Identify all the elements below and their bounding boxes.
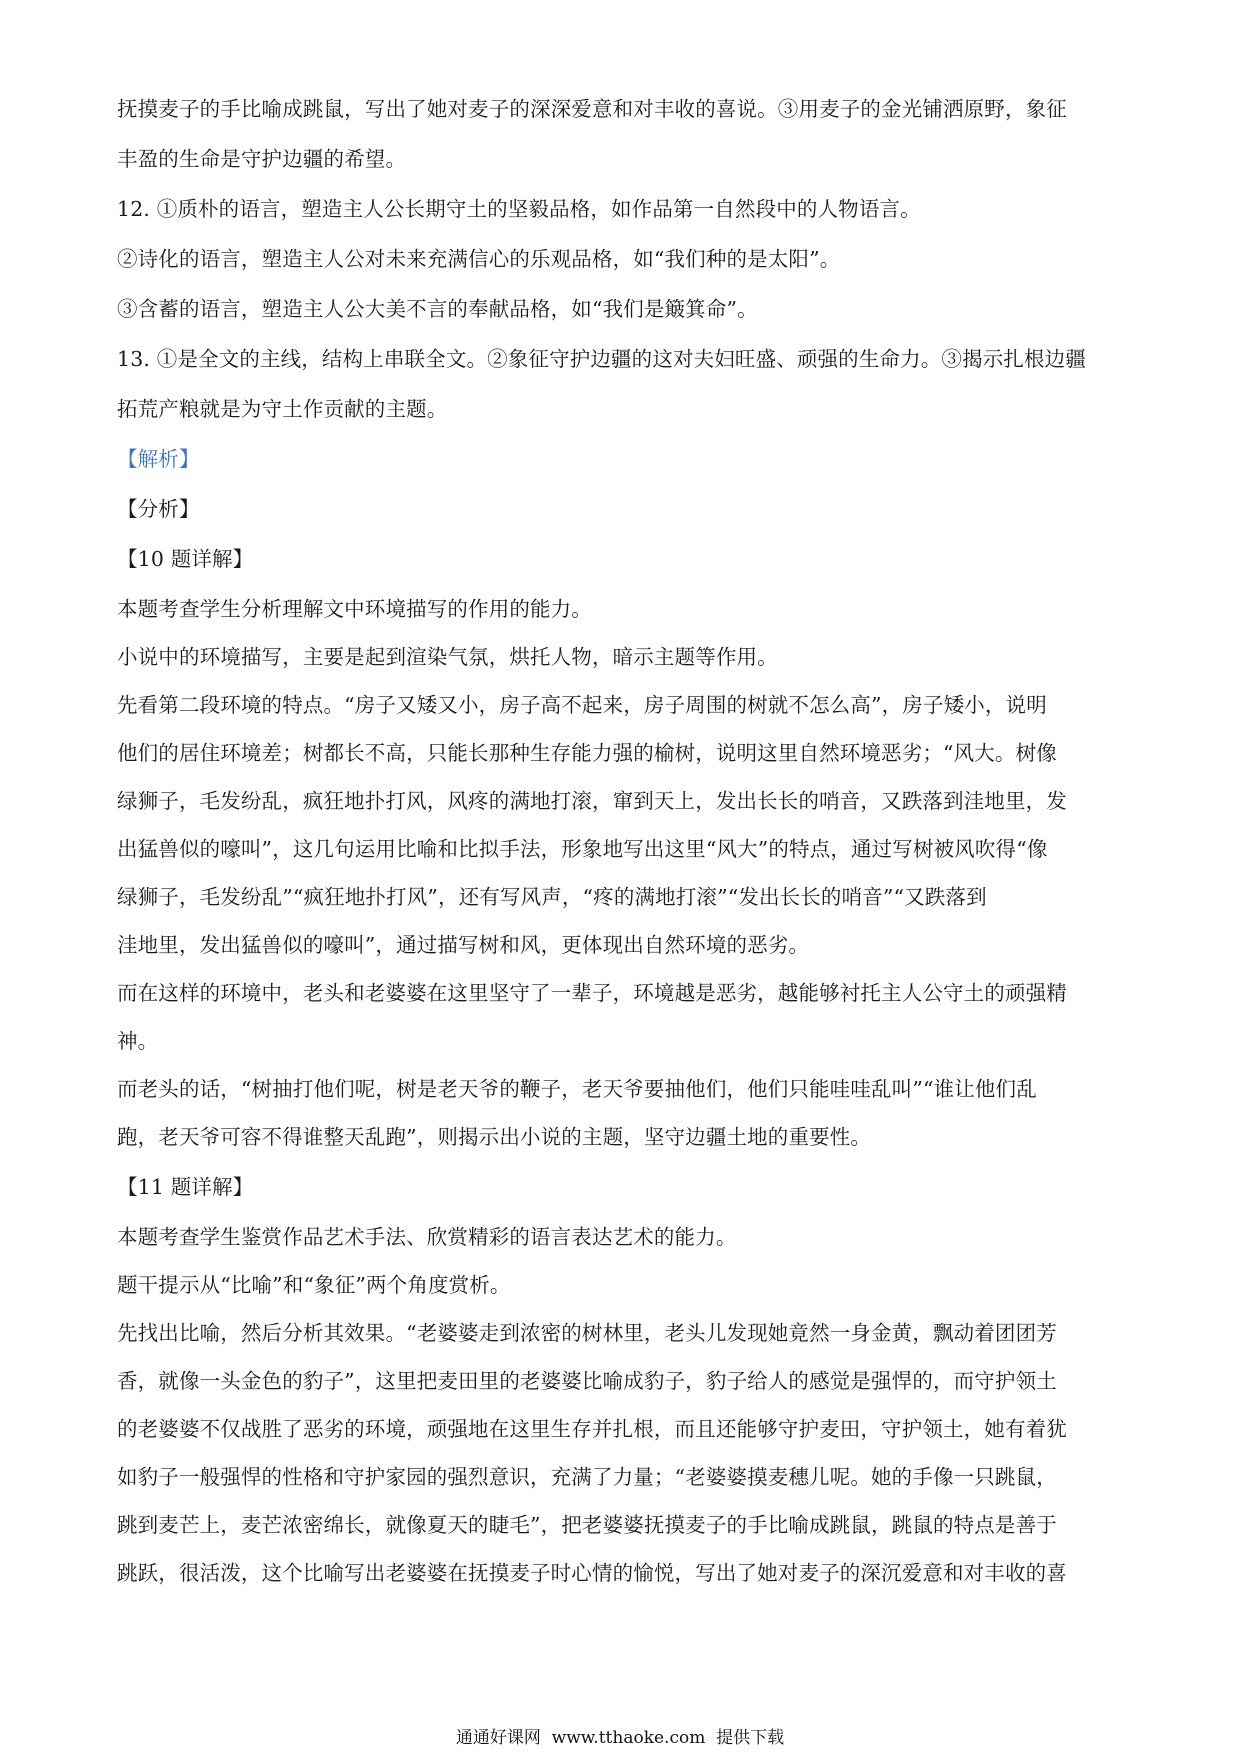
page-footer: 通通好课网 www.tthaoke.com 提供下载	[455, 1728, 785, 1748]
text-line: 小说中的环境描写，主要是起到渲染气氛，烘托人物，暗示主题等作用。	[117, 645, 778, 669]
text-line: 他们的居住环境差；树都长不高，只能长那种生存能力强的榆树，说明这里自然环境恶劣；“风大。树像	[117, 741, 1057, 765]
text-line: 本题考查学生分析理解文中环境描写的作用的能力。	[117, 597, 592, 621]
text-line: 而老头的话，“树抽打他们呢，树是老天爷的鞭子，老天爷要抽他们，他们只能哇哇乱叫”“谁让他们乱	[117, 1077, 1037, 1101]
subheading-q11-detail: 【11 题详解】	[117, 1175, 254, 1199]
answer-12-item-1: 12. ①质朴的语言，塑造主人公长期守土的坚毅品格，如作品第一自然段中的人物语言。	[117, 197, 921, 221]
text-line: 先看第二段环境的特点。“房子又矮又小，房子高不起来，房子周围的树就不怎么高”，房子矮小，说明	[117, 693, 1047, 717]
answer-12-item-2: ②诗化的语言，塑造主人公对未来充满信心的乐观品格，如“我们种的是太阳”。	[117, 247, 841, 271]
text-line: 如豹子一般强悍的性格和守护家园的强烈意识，充满了力量；“老婆婆摸麦穗儿呢。她的手像一只跳鼠，	[117, 1465, 1057, 1489]
text-line: 先找出比喻，然后分析其效果。“老婆婆走到浓密的树林里，老头儿发现她竟然一身金黄，飘动着团团芳	[117, 1321, 1057, 1345]
document-body	[117, 96, 1127, 1608]
text-line: 洼地里，发出猛兽似的嚎叫”，通过描写树和风，更体现出自然环境的恶劣。	[117, 933, 810, 957]
text-line: 抚摸麦子的手比喻成跳鼠，写出了她对麦子的深深爱意和对丰收的喜说。③用麦子的金光铺洒原野，象征	[117, 97, 1067, 121]
text-line: 的老婆婆不仅战胜了恶劣的环境，顽强地在这里生存并扎根，而且还能够守护麦田，守护领土，她有着犹	[117, 1417, 1067, 1441]
text-line: 出猛兽似的嚎叫”，这几句运用比喻和比拟手法，形象地写出这里“风大”的特点，通过写树被风吹得“像	[117, 837, 1048, 861]
text-line: 香，就像一头金色的豹子”，这里把麦田里的老婆婆比喻成豹子，豹子给人的感觉是强悍的，而守护领土	[117, 1369, 1057, 1393]
text-line: 绿狮子，毛发纷乱”“疯狂地扑打风”，还有写风声，“疼的满地打滚”“发出长长的哨音”“又跌落到	[117, 885, 987, 909]
subheading-q10-detail: 【10 题详解】	[117, 547, 254, 571]
text-line: 丰盈的生命是守护边疆的希望。	[117, 147, 407, 171]
text-line: 拓荒产粮就是为守土作贡献的主题。	[117, 397, 448, 421]
text-line: 跑，老天爷可容不得谁整天乱跑”，则揭示出小说的主题，坚守边疆土地的重要性。	[117, 1125, 872, 1149]
text-line: 题干提示从“比喻”和“象征”两个角度赏析。	[117, 1273, 511, 1297]
text-line: 跳到麦芒上，麦芒浓密绵长，就像夏天的睫毛”，把老婆婆抚摸麦子的手比喻成跳鼠，跳鼠的特点是善于	[117, 1513, 1057, 1537]
text-line: 本题考查学生鉴赏作品艺术手法、欣赏精彩的语言表达艺术的能力。	[117, 1225, 737, 1249]
text-line: 绿狮子，毛发纷乱，疯狂地扑打风，风疼的满地打滚，窜到天上，发出长长的哨音，又跌落到洼地里，发	[117, 789, 1067, 813]
answer-12-item-3: ③含蓄的语言，塑造主人公大美不言的奉献品格，如“我们是簸箕命”。	[117, 297, 758, 321]
text-line: 神。	[117, 1029, 159, 1053]
text-line: 而在这样的环境中，老头和老婆婆在这里坚守了一辈子，环境越是恶劣，越能够衬托主人公守土的顽强精	[117, 981, 1067, 1005]
answer-13: 13. ①是全文的主线，结构上串联全文。②象征守护边疆的这对夫妇旺盛、顽强的生命力。③揭示扎根边疆	[117, 347, 1086, 371]
text-line: 跳跃，很活泼，这个比喻写出老婆婆在抚摸麦子时心情的愉悦，写出了她对麦子的深沉爱意和对丰收的喜	[117, 1561, 1067, 1585]
analysis-heading: 【解析】	[117, 447, 200, 471]
subheading-analysis: 【分析】	[117, 497, 200, 521]
